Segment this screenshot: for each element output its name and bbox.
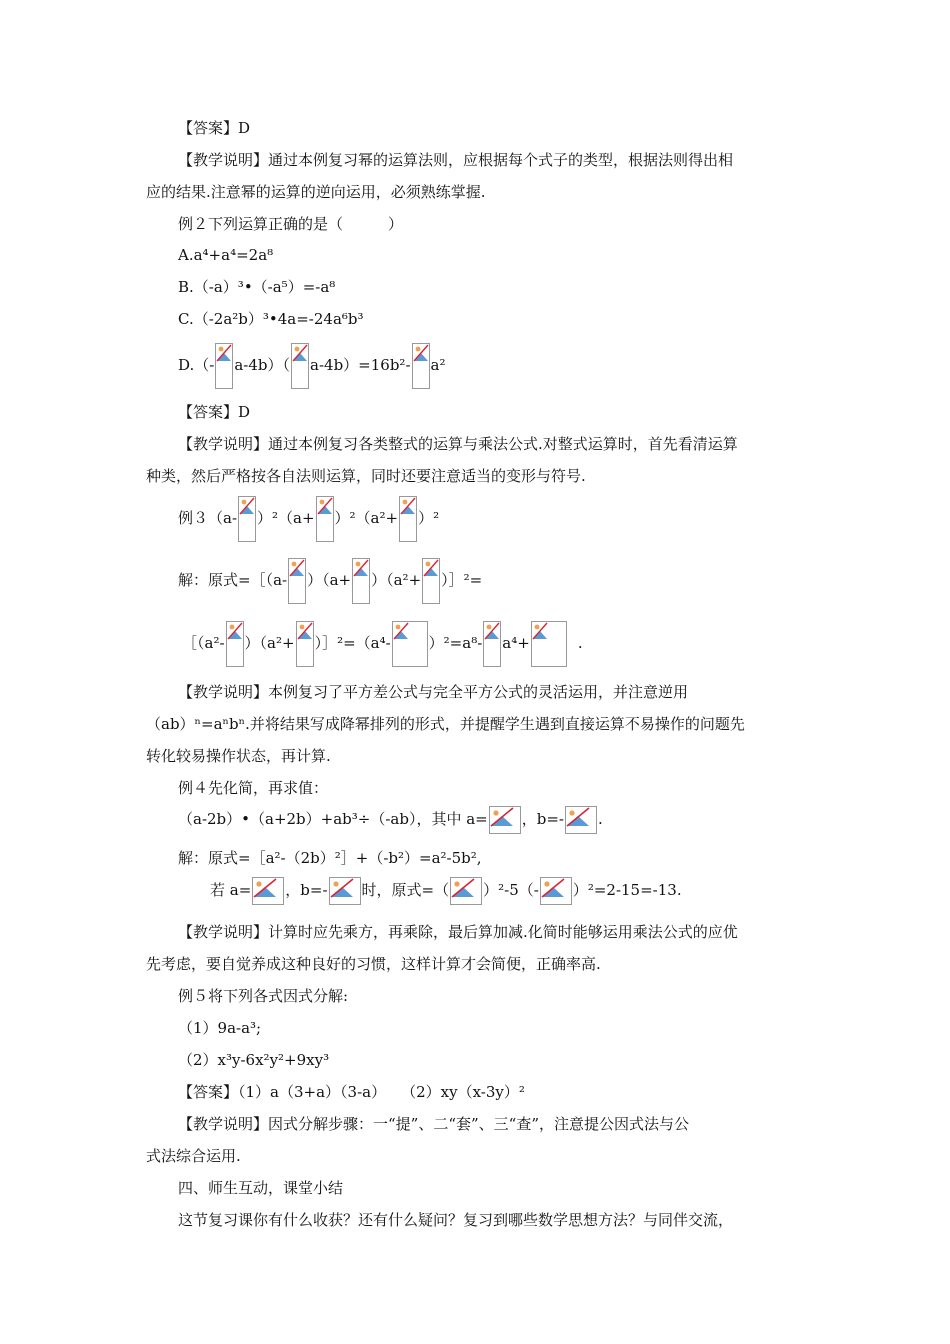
solution-4b-part-2: ，b=- [285, 881, 328, 899]
example-2-title: 例２下列运算正确的是（ ） [178, 215, 404, 233]
example-3 [178, 495, 439, 542]
image-placeholder-icon [238, 496, 256, 542]
solution-4b-part-1: 若 a= [210, 881, 252, 899]
option-d-part-2: a-4b）（ [234, 356, 291, 374]
example-5-title: 例５将下列各式因式分解: [178, 987, 349, 1005]
option-c: C.（-2a²b）³•4a=-24a⁶b³ [178, 310, 364, 328]
option-d [178, 342, 445, 389]
explanation-5-line-2: 式法综合运用. [146, 1147, 241, 1165]
image-placeholder-icon [412, 343, 430, 389]
solution-4b-part-3: 时，原式=（ [361, 881, 450, 899]
solution-4b-part-4: ）²-5（- [483, 881, 539, 899]
image-placeholder-icon [288, 558, 306, 604]
explanation-3-line-3: 转化较易操作状态，再计算. [146, 747, 331, 765]
section-4-heading: 四、师生互动，课堂小结 [178, 1179, 344, 1197]
answer-1: 【答案】D [178, 119, 251, 137]
explanation-5-line-1: 【教学说明】因式分解步骤：一“提”、二“套”、三“查”，注意提公因式法与公 [178, 1115, 690, 1133]
image-placeholder-icon [215, 343, 233, 389]
explanation-2-line-1: 【教学说明】通过本例复习各类整式的运算与乘法公式.对整式运算时，首先看清运算 [178, 435, 738, 453]
image-placeholder-icon [226, 621, 244, 667]
solution-3b-part-5: a⁴+ [502, 634, 530, 652]
option-d-part-1: D.（- [178, 356, 215, 374]
explanation-1-line-2: 应的结果.注意幂的运算的逆向运用，必须熟练掌握. [146, 183, 486, 201]
answer-5: 【答案】（1）a（3+a）（3-a） （2）xy（x-3y）² [178, 1083, 525, 1101]
example-4-expression [178, 804, 603, 834]
image-placeholder-icon [316, 496, 334, 542]
solution-3b-part-3: ）］²=（a⁴- [314, 634, 391, 652]
example-4-period: . [598, 810, 603, 828]
explanation-3-line-2: （ab）ⁿ=aⁿbⁿ.并将结果写成降幂排列的形式，并提醒学生遇到直接运算不易操作的问题先 [146, 715, 745, 733]
image-placeholder-icon [540, 877, 572, 905]
image-placeholder-icon [291, 343, 309, 389]
solution-4-line-1: 解：原式=［a²-（2b）²］+（-b²）=a²-5b², [178, 849, 482, 867]
example-4-title: 例４先化简，再求值： [178, 779, 329, 797]
solution-3-part-1: 解：原式=［（a- [178, 571, 288, 589]
explanation-4-line-1: 【教学说明】计算时应先乘方，再乘除，最后算加减.化简时能够运用乘法公式的应优 [178, 923, 738, 941]
solution-4-line-2 [210, 875, 682, 905]
solution-3-part-4: ）］²= [441, 571, 483, 589]
option-d-part-4: a² [430, 356, 446, 374]
solution-3-line-1 [178, 557, 482, 604]
image-placeholder-icon [450, 877, 482, 905]
explanation-1-line-1: 【教学说明】通过本例复习幂的运算法则，应根据每个式子的类型，根据法则得出相 [178, 151, 734, 169]
example-3-part-1: 例３（a- [178, 509, 238, 527]
explanation-2-line-2: 种类，然后严格按各自法则运算，同时还要注意适当的变形与符号. [146, 467, 586, 485]
example-4-part-1: （a-2b）•（a+2b）+ab³÷（-ab），其中 a= [178, 810, 488, 828]
image-placeholder-icon [252, 877, 284, 905]
image-placeholder-icon [422, 558, 440, 604]
solution-3b-part-2: ）（a²+ [244, 634, 295, 652]
solution-3b-part-1: ［（a²- [182, 634, 225, 652]
image-placeholder-icon [483, 621, 501, 667]
solution-3b-period: . [577, 634, 583, 652]
image-placeholder-icon [565, 806, 597, 834]
explanation-3-line-1: 【教学说明】本例复习了平方差公式与完全平方公式的灵活运用，并注意逆用 [178, 683, 689, 701]
image-placeholder-icon [489, 806, 521, 834]
example-3-part-3: ）²（a²+ [334, 509, 399, 527]
example-3-part-2: ）²（a+ [257, 509, 315, 527]
answer-2: 【答案】D [178, 403, 251, 421]
example-5-question-2: （2）x³y-6x²y²+9xy³ [178, 1051, 330, 1069]
option-d-part-3: a-4b）=16b²- [310, 356, 411, 374]
image-placeholder-icon [399, 496, 417, 542]
image-placeholder-icon [352, 558, 370, 604]
explanation-4-line-2: 先考虑，要自觉养成这种良好的习惯，这样计算才会简便，正确率高. [146, 955, 601, 973]
option-a: A.a⁴+a⁴=2a⁸ [178, 246, 274, 264]
image-placeholder-icon [329, 877, 361, 905]
example-3-part-4: ）² [418, 509, 440, 527]
solution-3-part-2: ）（a+ [307, 571, 352, 589]
option-b: B.（-a）³•（-a⁵）=-a⁸ [178, 278, 336, 296]
image-placeholder-icon [296, 621, 314, 667]
image-placeholder-icon [392, 621, 428, 667]
solution-3b-part-4: ）²=a⁸- [428, 634, 483, 652]
solution-3-line-2 [182, 620, 583, 667]
example-4-part-2: ，b=- [521, 810, 564, 828]
solution-4b-part-5: ）²=2-15=-13. [572, 881, 682, 899]
solution-3-part-3: ）（a²+ [371, 571, 422, 589]
image-placeholder-icon [531, 621, 567, 667]
example-5-question-1: （1）9a-a³; [178, 1019, 262, 1037]
summary-line: 这节复习课你有什么收获？还有什么疑问？复习到哪些数学思想方法？与同伴交流， [178, 1211, 734, 1229]
